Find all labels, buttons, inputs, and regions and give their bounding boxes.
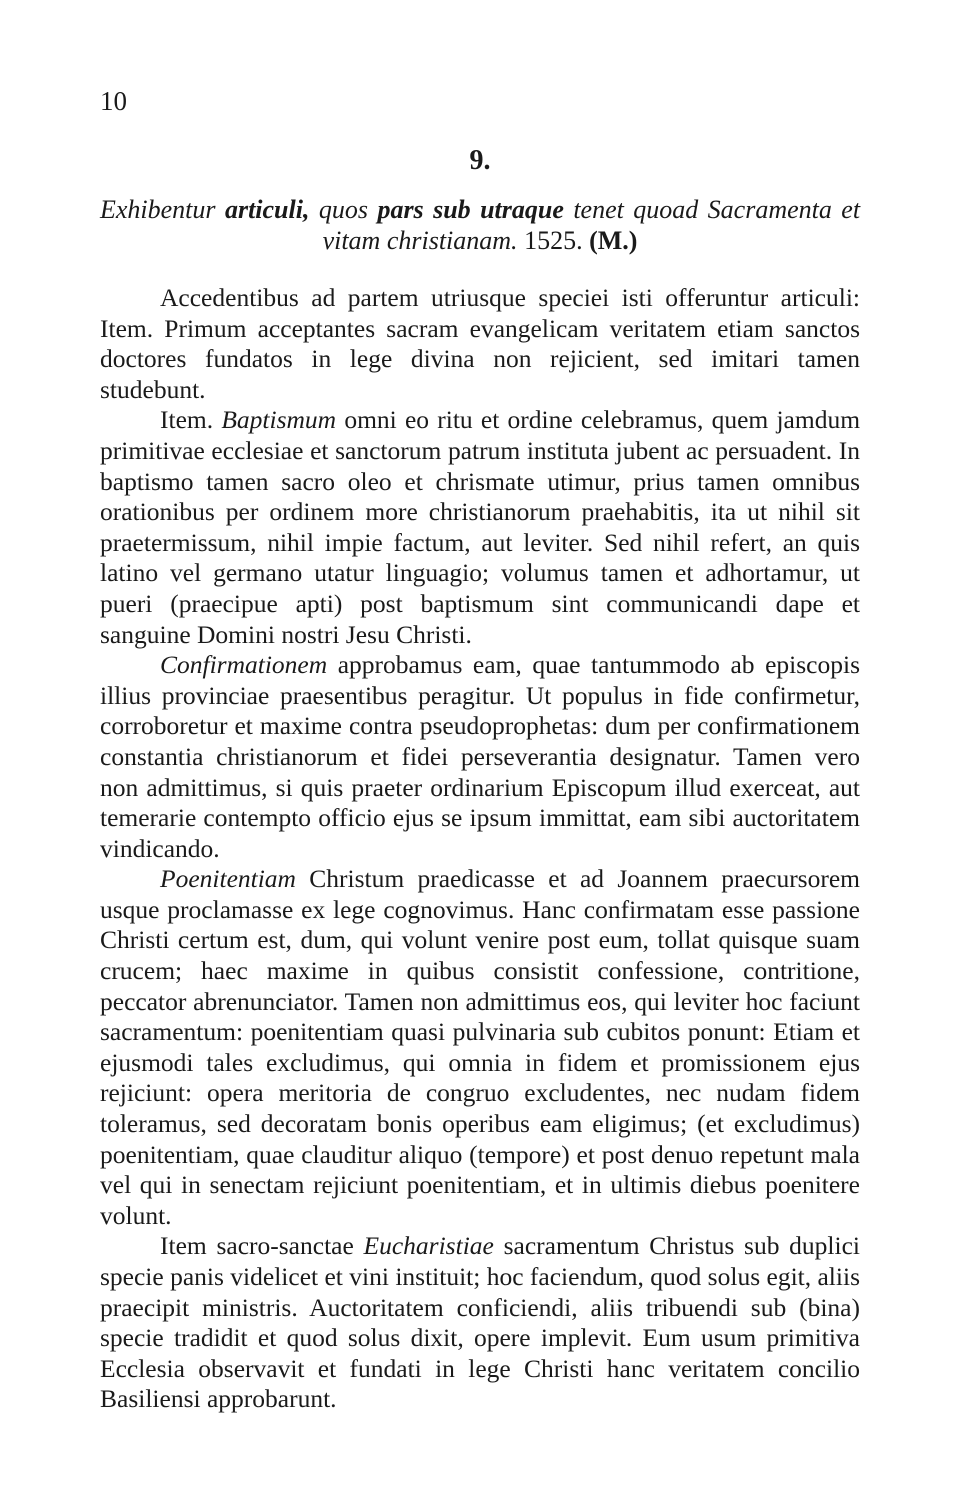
- paragraph-text: Accedentibus ad partem utriusque speciei isti offeruntur articuli: Item. Primum acceptantes sacram evangelicam veritatem etiam sanctos doctores fundatos in lege divina non rejicient, sed imitari tamen studebunt.: [100, 283, 860, 404]
- paragraph-lead: Item.: [160, 405, 214, 435]
- paragraph-lead: Item sacro-sanctae: [160, 1231, 354, 1261]
- paragraph-poenitentiam: [100, 864, 860, 1231]
- paragraph-keyword: Baptismum: [221, 405, 337, 435]
- heading-part: Exhibentur: [100, 195, 216, 224]
- heading-part: tenet quoad Sacramenta et vitam christianam.: [322, 195, 861, 255]
- paragraph-baptismum: [100, 405, 860, 650]
- paragraph-eucharistiae: [100, 1231, 860, 1415]
- paragraph-keyword: Poenitentiam: [160, 864, 296, 894]
- heading-part: pars sub utraque: [377, 195, 564, 224]
- paragraph-confirmationem: [100, 650, 860, 864]
- heading-part: articuli,: [224, 195, 310, 224]
- paragraph-articuli: [100, 283, 860, 405]
- section-number: 9.: [469, 145, 491, 176]
- paragraph-text: Christum praedicasse et ad Joannem praecursorem usque proclamasse ex lege cognovimus. Hanc confirmatam esse passione Christi certum est, dum, qui volunt venire post eum, tollat quisque suam crucem; haec maxime in quibus consistit confessione, contritione, peccator abrenunciator. Tamen non admittimus eos, qui leviter hoc faciunt sacramentum: poenitentiam quasi pulvinaria sub cubitos ponunt: Etiam et ejusmodi tales excludimus, qui omnia in fidem et promissionem ejus rejiciunt: opera meritoria de congruo excludentes, nec nudam fidem toleramus, sed decoratam bonis operibus eam eligimus; (et excludimus) poenitentiam, quae clauditur aliquo (tempore) et post denuo repetunt mala vel qui in senectam rejiciunt poenitentiam, et in ultimis diebus poenitere volunt.: [100, 864, 860, 1230]
- paragraph-text: omni eo ritu et ordine celebramus, quem jamdum primitivae ecclesiae et sanctorum patrum instituta jubent ac persuadent. In baptismo tamen sacro oleo et chrismate utimur, prius tamen omnibus orationibus per ordinem more christianorum praehabitis, ita ut nihil sit praetermissum, nihil impie factum, aut leviter. Sed nihil refert, an quis latino vel germano utatur linguagio; volumus tamen et adhortamur, ut pueri (praecipue apti) post baptismum sint communicandi dape et sanguine Domini nostri Jesu Christi.: [100, 405, 861, 649]
- page-number: 10: [100, 86, 127, 116]
- heading-part: quos: [318, 195, 369, 224]
- heading-year: 1525.: [524, 226, 583, 255]
- section-heading: [100, 194, 860, 256]
- paragraph-text: sacramentum Christus sub duplici specie panis videlicet et vini instituit; hoc faciendum, quod solus egit, aliis praecipit ministris. Auctoritatem conficiendi, aliis tribuendi sub (bina) specie tradidit et quod solus dixit, opere implevit. Eum usum primitiva Ecclesia observavit et fundati in lege Christi hanc veritatem concilio Basiliensi approbarunt.: [100, 1231, 860, 1414]
- paragraph-text: approbamus eam, quae tantummodo ab episcopis illius provinciae praesentibus peragitur. Ut populus in fide confirmetur, corroboretur et maxime contra pseudoprophetas: dum per confirmationem constantia christianorum et fidei perseverantia designatur. Tamen vero non admittimus, si quis praeter ordinarium Episcopum illud exerceat, aut temerarie contempto officio ejus se ipsum immittat, eam sibi auctoritatem vindicando.: [100, 650, 861, 863]
- paragraph-keyword: Eucharistiae: [363, 1231, 494, 1261]
- body-text: [100, 283, 860, 1415]
- heading-source-mark: (M.): [589, 226, 638, 255]
- paragraph-keyword: Confirmationem: [160, 650, 328, 680]
